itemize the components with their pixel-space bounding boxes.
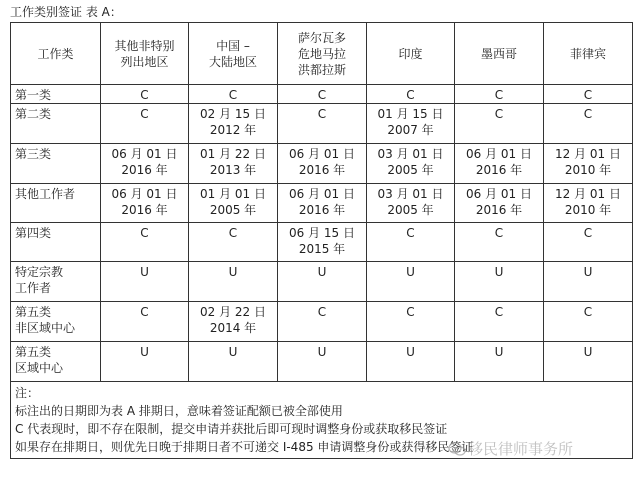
table-cell: 06 月 01 日 2016 年 — [101, 184, 189, 223]
table-cell: U — [455, 342, 544, 382]
table-cell: U — [278, 262, 367, 302]
table-cell: 06 月 01 日 2016 年 — [278, 184, 367, 223]
table-cell: U — [101, 262, 189, 302]
table-cell: C — [101, 85, 189, 104]
row-category: 特定宗教 工作者 — [11, 262, 101, 302]
table-row — [11, 104, 633, 144]
table-row — [11, 184, 633, 223]
table-cell: U — [278, 342, 367, 382]
table-cell: C — [101, 223, 189, 262]
row-category: 第二类 — [11, 104, 101, 144]
table-cell: C — [278, 104, 367, 144]
column-header-other-regions: 其他非特别 列出地区 — [101, 23, 189, 85]
table-cell: U — [189, 342, 278, 382]
table-cell: C — [189, 223, 278, 262]
notes-line: C 代表现时，即不存在限制，提交申请并获批后即可现时调整身份或获取移民签证 — [15, 422, 448, 436]
table-cell: C — [367, 223, 455, 262]
table-row — [11, 342, 633, 382]
table-cell: 12 月 01 日 2010 年 — [544, 144, 633, 184]
table-cell: 06 月 01 日 2016 年 — [278, 144, 367, 184]
row-category: 第五类 非区域中心 — [11, 302, 101, 342]
table-cell: U — [544, 342, 633, 382]
row-category: 第一类 — [11, 85, 101, 104]
table-row — [11, 302, 633, 342]
table-cell: 01 月 22 日 2013 年 — [189, 144, 278, 184]
table-cell: U — [189, 262, 278, 302]
table-cell: 03 月 01 日 2005 年 — [367, 144, 455, 184]
table-cell: C — [455, 104, 544, 144]
table-row — [11, 223, 633, 262]
table-cell: C — [278, 302, 367, 342]
table-cell: U — [101, 342, 189, 382]
wechat-icon — [448, 442, 466, 456]
header-row — [11, 23, 633, 85]
page-title: 工作类别签证 表 A： — [10, 5, 122, 19]
row-category: 其他工作者 — [11, 184, 101, 223]
table-cell: 12 月 01 日 2010 年 — [544, 184, 633, 223]
column-header-china: 中国 – 大陆地区 — [189, 23, 278, 85]
table-row — [11, 85, 633, 104]
table-cell: 06 月 01 日 2016 年 — [455, 184, 544, 223]
watermark-text: 移民律师事务所 — [468, 440, 574, 458]
table-cell: C — [101, 302, 189, 342]
table-cell: 06 月 01 日 2016 年 — [101, 144, 189, 184]
table-cell: C — [189, 85, 278, 104]
table-cell: C — [544, 104, 633, 144]
table-cell: 06 月 15 日 2015 年 — [278, 223, 367, 262]
table-cell: 03 月 01 日 2005 年 — [367, 184, 455, 223]
table-row — [11, 144, 633, 184]
table-cell: C — [455, 223, 544, 262]
notes-heading: 注： — [15, 386, 40, 400]
table-cell: C — [544, 223, 633, 262]
table-cell: C — [101, 104, 189, 144]
table-cell: C — [455, 85, 544, 104]
table-cell: 02 月 22 日 2014 年 — [189, 302, 278, 342]
column-header-india: 印度 — [367, 23, 455, 85]
category-header: 工作类 — [11, 23, 101, 85]
table-cell: C — [367, 85, 455, 104]
notes-line: 如果存在排期日，则优先日晚于排期日者不可递交 I-485 申请调整身份或获得移民签证 — [15, 440, 474, 454]
row-category: 第四类 — [11, 223, 101, 262]
row-category: 第三类 — [11, 144, 101, 184]
notes-line: 标注出的日期即为表 A 排期日，意味着签证配额已被全部使用 — [15, 404, 343, 418]
table-cell: 01 月 15 日 2007 年 — [367, 104, 455, 144]
table-cell: C — [544, 85, 633, 104]
column-header-central-america: 萨尔瓦多 危地马拉 洪都拉斯 — [278, 23, 367, 85]
column-header-philippines: 菲律宾 — [544, 23, 633, 85]
table-cell: C — [278, 85, 367, 104]
table-cell: U — [544, 262, 633, 302]
table-cell: 06 月 01 日 2016 年 — [455, 144, 544, 184]
column-header-mexico: 墨西哥 — [455, 23, 544, 85]
row-category: 第五类 区域中心 — [11, 342, 101, 382]
table-cell: U — [367, 342, 455, 382]
table-cell: C — [544, 302, 633, 342]
table-cell: 02 月 15 日 2012 年 — [189, 104, 278, 144]
table-cell: U — [367, 262, 455, 302]
watermark — [448, 440, 573, 458]
table-cell: C — [455, 302, 544, 342]
table-row — [11, 262, 633, 302]
table-cell: 01 月 01 日 2005 年 — [189, 184, 278, 223]
table-cell: C — [367, 302, 455, 342]
visa-bulletin-table — [10, 22, 633, 459]
table-cell: U — [455, 262, 544, 302]
